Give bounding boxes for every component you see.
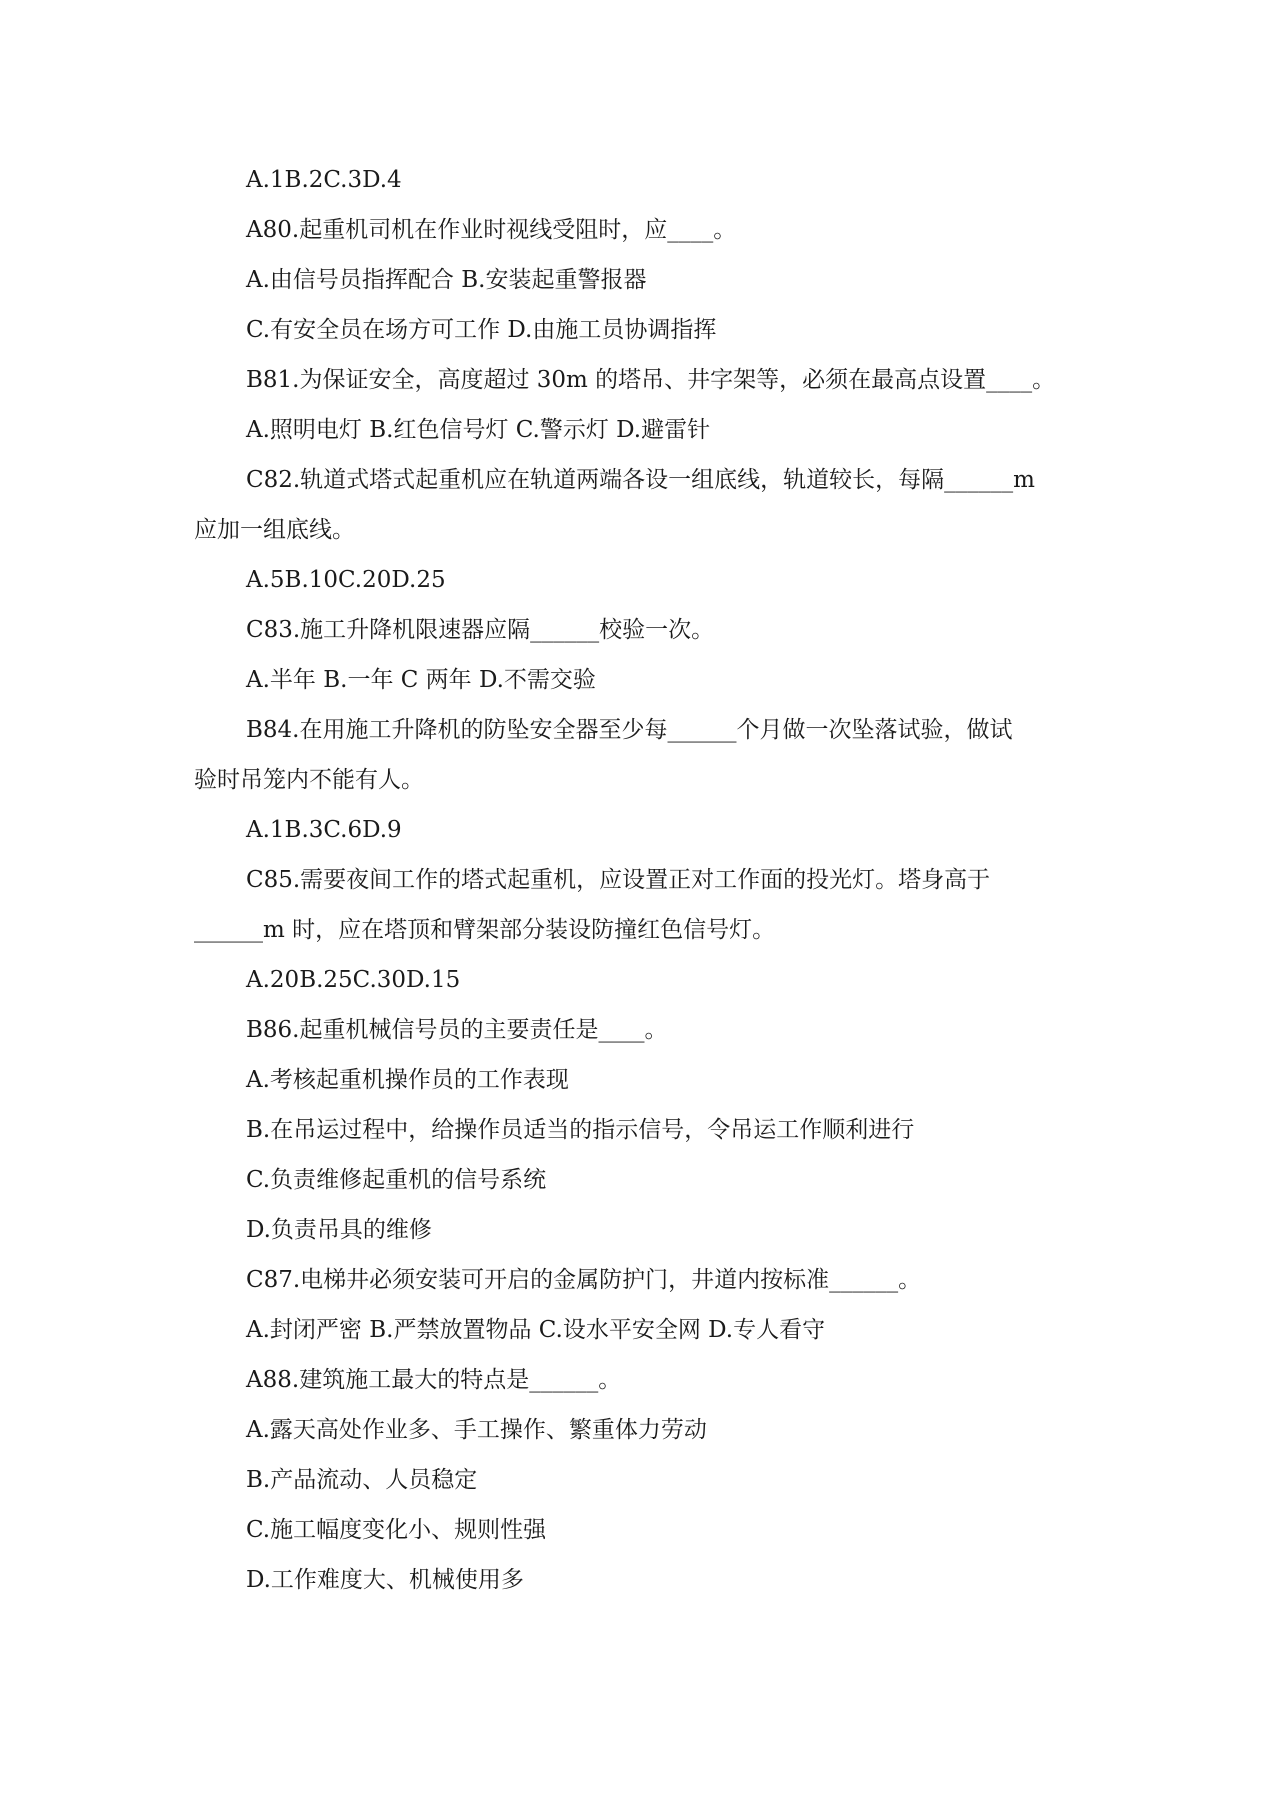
option-line: A.露天高处作业多、手工操作、繁重体力劳动	[246, 1417, 707, 1443]
question-continuation: ______m 时，应在塔顶和臂架部分装设防撞红色信号灯。	[194, 917, 776, 943]
question-line: A80.起重机司机在作业时视线受阻时，应____。	[246, 217, 737, 243]
option-line: A.由信号员指挥配合 B.安装起重警报器	[246, 267, 647, 293]
option-line: C.施工幅度变化小、规则性强	[246, 1517, 547, 1543]
question-line: C82.轨道式塔式起重机应在轨道两端各设一组底线，轨道较长，每隔______m	[246, 467, 1035, 493]
question-line: B84.在用施工升降机的防坠安全器至少每______个月做一次坠落试验，做试	[246, 717, 1013, 743]
option-line: B.在吊运过程中，给操作员适当的指示信号，令吊运工作顺利进行	[246, 1117, 915, 1143]
option-line: B.产品流动、人员稳定	[246, 1467, 478, 1493]
option-line: A.考核起重机操作员的工作表现	[246, 1067, 569, 1093]
option-line: C.负责维修起重机的信号系统	[246, 1167, 547, 1193]
question-line: C83.施工升降机限速器应隔______校验一次。	[246, 617, 715, 643]
option-line: A.封闭严密 B.严禁放置物品 C.设水平安全网 D.专人看守	[246, 1317, 826, 1343]
question-line: B81.为保证安全，高度超过 30m 的塔吊、井字架等，必须在最高点设置____。	[246, 367, 1056, 393]
option-line: A.1B.2C.3D.4	[246, 167, 402, 193]
option-line: D.负责吊具的维修	[246, 1217, 432, 1243]
question-line: C85.需要夜间工作的塔式起重机，应设置正对工作面的投光灯。塔身高于	[246, 867, 991, 893]
question-line: C87.电梯井必须安装可开启的金属防护门，井道内按标准______。	[246, 1267, 922, 1293]
option-line: A.半年 B.一年 C 两年 D.不需交验	[246, 667, 596, 693]
option-line: A.照明电灯 B.红色信号灯 C.警示灯 D.避雷针	[246, 417, 711, 443]
question-continuation: 验时吊笼内不能有人。	[194, 767, 424, 793]
option-line: A.20B.25C.30D.15	[246, 967, 461, 993]
option-line: A.5B.10C.20D.25	[246, 567, 446, 593]
question-line: B86.起重机械信号员的主要责任是____。	[246, 1017, 668, 1043]
question-line: A88.建筑施工最大的特点是______。	[246, 1367, 622, 1393]
option-line: D.工作难度大、机械使用多	[246, 1567, 524, 1593]
option-line: A.1B.3C.6D.9	[246, 817, 402, 843]
option-line: C.有安全员在场方可工作 D.由施工员协调指挥	[246, 317, 717, 343]
question-continuation: 应加一组底线。	[194, 517, 355, 543]
